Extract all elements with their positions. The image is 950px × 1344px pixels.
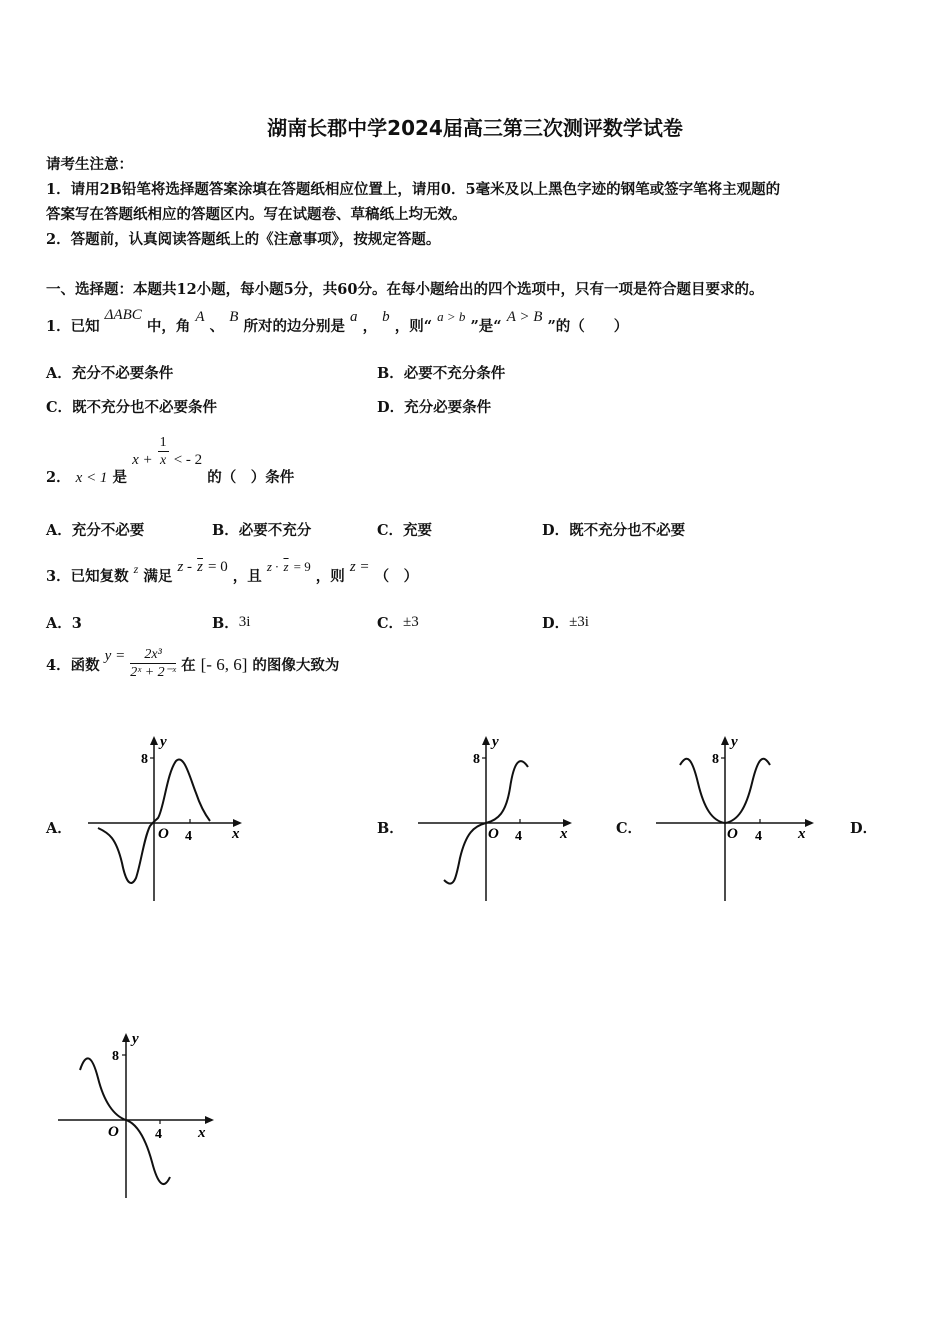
q1-text-1: 中，角 — [146, 318, 191, 335]
graph-c-x-label: x — [798, 826, 806, 842]
q4-text-1: 在 — [181, 656, 196, 674]
graph-d-tick-x: 4 — [155, 1127, 162, 1142]
q1-comma: ， — [362, 318, 378, 335]
q3-option-c-label: C． — [377, 615, 404, 632]
q3-eq1-c: = 0 — [208, 559, 228, 575]
q3-z: z — [133, 562, 139, 576]
graph-a — [84, 733, 244, 903]
notice-item-1-line-1: 1．请用2B铅笔将选择题答案涂填在答题纸相应位置上，请用0．5毫米及以上黑色字迹的钢笔或签字笔将主观题的 — [46, 181, 781, 198]
graph-label-a: A． — [46, 820, 72, 837]
q3-option-b-label: B． — [212, 615, 239, 632]
q1-option-b: B．必要不充分条件 — [377, 365, 506, 382]
q3-option-a — [46, 612, 82, 633]
q2-option-c: C．充要 — [377, 522, 433, 539]
q2-fraction — [158, 434, 169, 469]
q4-fraction — [130, 646, 176, 681]
question-2 — [46, 435, 295, 486]
q4-y: y = — [104, 647, 126, 664]
graph-label-c: C． — [616, 820, 643, 837]
graph-d-y-label: y — [132, 1031, 139, 1047]
graph-b-x-label: x — [560, 826, 568, 842]
q2-condition: x < 1 — [75, 469, 108, 486]
q2-text-1: 是 — [112, 468, 127, 486]
graph-a-x-label: x — [232, 826, 240, 842]
page-title: 湖南长郡中学2024届高三第三次测评数学试卷 — [267, 116, 683, 140]
q3-num: 3．已知复数 — [46, 568, 129, 585]
graph-b-tick-y: 8 — [473, 752, 480, 767]
question-4 — [46, 646, 339, 681]
graph-d — [54, 1030, 219, 1200]
q3-eq2-a: z · — [266, 559, 279, 574]
notice-heading: 请考生注意： — [46, 156, 133, 173]
q2-num: 2． — [46, 468, 71, 486]
graph-a-tick-x: 4 — [185, 829, 192, 844]
q1-angle-a: A — [195, 309, 205, 325]
q2-fraction-num: 1 — [159, 435, 167, 450]
q1-option-a: A．充分不必要条件 — [46, 365, 174, 382]
q3-option-a-label: A． — [46, 615, 72, 632]
q1-text-3: ，则“ — [394, 318, 433, 335]
q1-sep: 、 — [209, 318, 225, 335]
q3-option-d-value: ±3i — [569, 614, 589, 630]
q2-option-d: D．既不充分也不必要 — [542, 522, 686, 539]
q2-option-a: A．充分不必要 — [46, 522, 145, 539]
section-heading: 一、选择题：本题共12小题，每小题5分，共60分。在每小题给出的四个选项中，只有一项是符合题目要求的。 — [46, 281, 764, 298]
graph-a-y-label: y — [160, 734, 167, 750]
graph-b-y-label: y — [492, 734, 499, 750]
q1-text-5: ”的（ ） — [547, 318, 629, 335]
q3-eq1-a: z - — [177, 559, 193, 575]
q1-option-c: C．既不充分也不必要条件 — [46, 399, 218, 416]
notice-item-2: 2．答题前，认真阅读答题纸上的《注意事项》，按规定答题。 — [46, 231, 441, 248]
q3-option-b-value: 3i — [238, 614, 251, 630]
q1-option-d: D．充分必要条件 — [377, 399, 492, 416]
q3-text-3: ，则 — [315, 568, 345, 585]
q4-num: 4．函数 — [46, 656, 100, 674]
question-3 — [46, 559, 419, 586]
q1-text-2: 所对的边分别是 — [243, 318, 345, 335]
q2-option-b: B．必要不充分 — [212, 522, 312, 539]
q3-text-4: （ ） — [374, 568, 419, 585]
graph-a-origin: O — [158, 826, 169, 842]
q1-triangle: ΔABC — [104, 307, 142, 323]
q4-fraction-num: 2x³ — [130, 646, 176, 664]
graph-label-b: B． — [377, 820, 404, 837]
graph-d-x-label: x — [198, 1125, 206, 1141]
q1-text-4: ”是“ — [470, 318, 502, 335]
graph-label-d: D． — [850, 820, 878, 837]
q1-side-a: a — [350, 309, 358, 325]
graph-c-y-label: y — [731, 734, 738, 750]
q3-eq2-c: = 9 — [293, 559, 311, 574]
graph-d-origin: O — [108, 1124, 119, 1140]
q4-interval: [- 6, 6] — [200, 654, 248, 674]
q3-option-c — [377, 612, 419, 633]
q4-fraction-den: 2ˣ + 2⁻ˣ — [130, 665, 176, 680]
q3-option-d-label: D． — [542, 615, 570, 632]
q3-option-b — [212, 612, 250, 633]
q3-eq1-conj: $\overline{z}$ — [197, 559, 203, 575]
q2-text-2: 的（ ）条件 — [207, 468, 295, 486]
q1-side-b: b — [382, 309, 390, 325]
q1-num: 1．已知 — [46, 318, 100, 335]
graph-d-tick-y: 8 — [112, 1049, 119, 1064]
graph-c-origin: O — [727, 826, 738, 842]
graph-c — [652, 733, 817, 903]
graph-c-tick-y: 8 — [712, 752, 719, 767]
graph-b-origin: O — [488, 826, 499, 842]
q3-eq2-conj: $\overline{z}$ — [283, 559, 289, 574]
q4-text-2: 的图像大致为 — [252, 656, 340, 674]
graph-b — [414, 733, 574, 903]
notice-item-1-line-2: 答案写在答题纸相应的答题区内。写在试题卷、草稿纸上均无效。 — [46, 206, 467, 223]
q2-expr-post: < - 2 — [173, 451, 203, 468]
graph-b-tick-x: 4 — [515, 829, 522, 844]
graph-a-tick-y: 8 — [141, 752, 148, 767]
q1-condition-1: a > b — [437, 309, 466, 324]
q3-option-d — [542, 612, 589, 633]
q2-expr-pre: x + — [132, 451, 153, 468]
graph-c-tick-x: 4 — [755, 829, 762, 844]
q3-eq3: z = — [349, 559, 370, 575]
question-1 — [46, 307, 629, 336]
q3-option-a-value: 3 — [71, 615, 82, 632]
q3-text-2: ，且 — [232, 568, 262, 585]
q1-condition-2: A > B — [506, 309, 543, 325]
q1-angle-b: B — [229, 309, 239, 325]
q3-text-1: 满足 — [143, 568, 173, 585]
q2-fraction-den: x — [160, 453, 167, 468]
q3-option-c-value: ±3 — [403, 614, 419, 630]
